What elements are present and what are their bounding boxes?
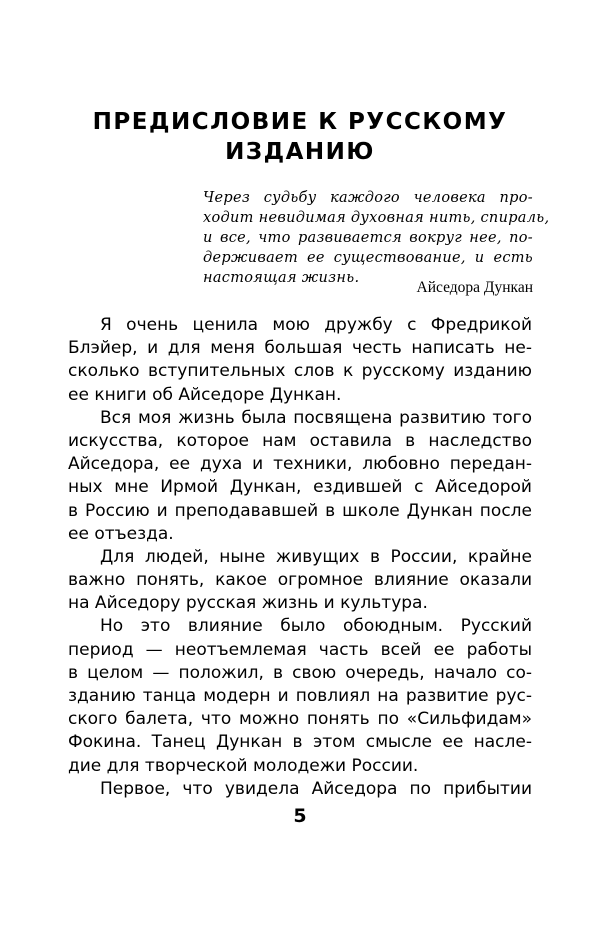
paragraph-line: на Айседору русская жизнь и культура. — [68, 593, 428, 614]
epigraph-line: настоящая жизнь. — [203, 270, 360, 286]
page-number: 5 — [293, 805, 307, 827]
paragraph-line: зданию танца модерн и повлиял на развитие рус- — [68, 686, 532, 706]
paragraph-line: Первое, что увидела Айседора по прибытии — [100, 778, 532, 799]
paragraph-line: Фокина. Танец Дункан в этом смысле ее насле- — [68, 732, 532, 753]
paragraph-line: дие для творческой молодежи России. — [68, 755, 419, 776]
body-text — [68, 314, 532, 801]
chapter-title-line-2: ИЗДАНИЮ — [225, 139, 375, 165]
paragraph-line: период — неотъемлемая часть всей ее работы — [68, 639, 532, 660]
epigraph-line: Через судьбу каждого человека про- — [203, 190, 533, 206]
paragraph-line: важно понять, какое огромное влияние оказали — [68, 570, 532, 591]
chapter-title-line-1: ПРЕДИСЛОВИЕ К РУССКОМУ — [92, 109, 508, 135]
paragraph-line: искусства, которое нам оставила в наследство — [68, 430, 532, 451]
paragraph-line: в целом — положил, в свою очередь, начало со- — [68, 662, 532, 683]
paragraph-line: Вся моя жизнь была посвящена развитию того — [100, 407, 532, 428]
paragraph-line: ных мне Ирмой Дункан, ездившей с Айседорой — [68, 477, 532, 498]
epigraph-author: Айседора Дункан — [416, 279, 533, 296]
paragraph-line: Но это влияние было обоюдным. Русский — [100, 616, 532, 637]
paragraph-line: ее отъезда. — [68, 523, 174, 544]
epigraph-line: и все, что развивается вокруг нее, по- — [203, 230, 533, 246]
paragraph-line: Для людей, ныне живущих в России, крайне — [100, 546, 532, 567]
paragraph-line: сколько вступительных слов к русскому изданию — [68, 361, 532, 382]
paragraph-line: ее книги об Айседоре Дункан. — [68, 384, 342, 405]
paragraph-line: ского балета, что можно понять по «Сильфидам» — [68, 709, 532, 730]
paragraph-line: в Россию и преподававшей в школе Дункан после — [68, 500, 532, 521]
paragraph-line: Я очень ценила мою дружбу с Фредрикой — [100, 315, 532, 335]
epigraph-line: ходит невидимая духовная нить, спираль, — [203, 210, 550, 226]
paragraph-line: Блэйер, и для меня большая честь написать не- — [68, 338, 532, 359]
paragraph-line: Айседора, ее духа и техники, любовно передан- — [68, 454, 532, 475]
epigraph-quote — [203, 188, 550, 288]
epigraph-line: держивает ее существование, и есть — [203, 250, 533, 266]
